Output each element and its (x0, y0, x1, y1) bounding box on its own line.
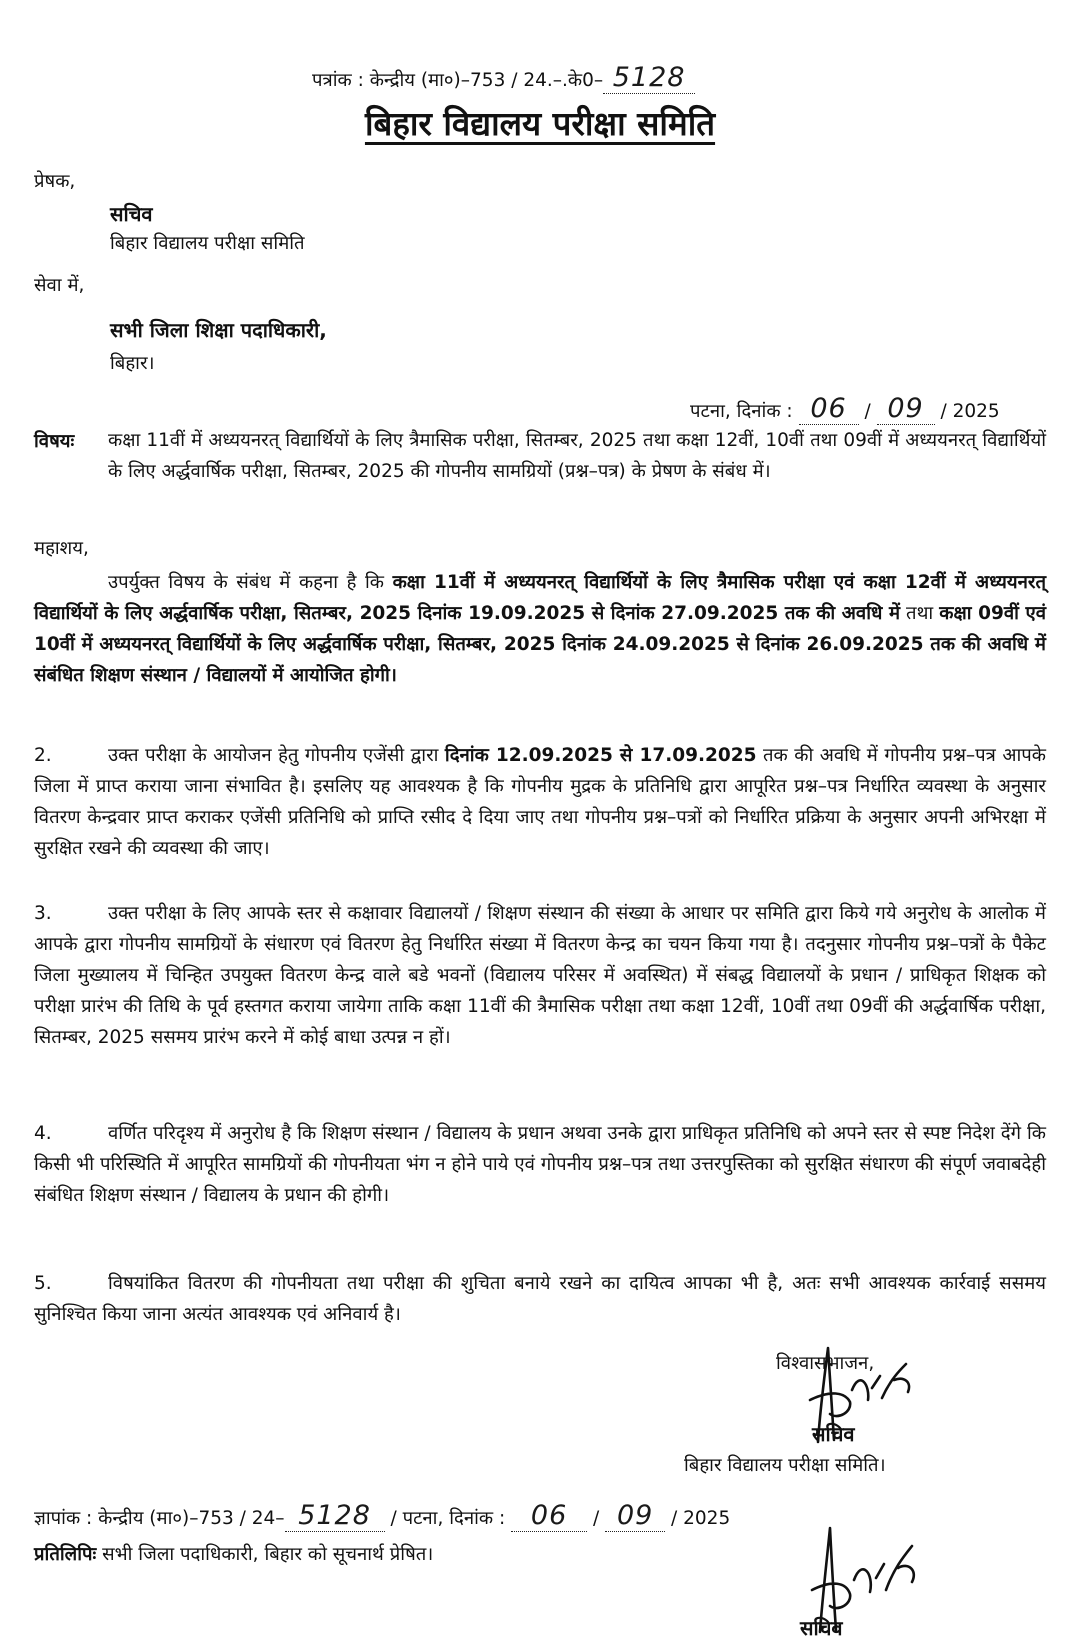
date-day: 06 (799, 393, 859, 425)
sender-label: प्रेषक, (34, 171, 76, 192)
para1-text-2: तथा (900, 603, 940, 624)
memo-number-handwritten: 5128 (285, 1500, 385, 1532)
memo-month: 09 (605, 1500, 665, 1532)
date-separator: / (864, 401, 871, 422)
memo-year: / 2025 (671, 1508, 731, 1529)
memo-prefix: ज्ञापांक : केन्द्रीय (मा०)–753 / 24– (34, 1508, 285, 1529)
para5-text: विषयांकित वितरण की गोपनीयता तथा परीक्षा की शुचिता बनाये रखने का दायित्व आपका भी है, अतः सभी आवश्यक कार्रवाई ससमय सुनिश्चित किया जाना अत्यंत आवश्यक एवं अनिवार्य है। (34, 1273, 1046, 1325)
salutation: महाशय, (34, 538, 89, 559)
copy-label: प्रतिलिपिः (34, 1544, 97, 1565)
para1-text-1: उपर्युक्त विषय के संबंध में कहना है कि (108, 572, 393, 593)
memo-day: 06 (511, 1500, 587, 1532)
para2-bold-dates: दिनांक 12.09.2025 से 17.09.2025 (444, 745, 757, 766)
recipient-label: सेवा में, (34, 275, 85, 296)
para1-bold-2: कक्षा 09वीं एवं 10वीं में अध्ययनरत् विद्यार्थियों के लिए अर्द्धवार्षिक परीक्षा, सितम्बर, 2025 दिनांक 24.09.2025 से दिनांक 26.09.2025 तक की अवधि में संबंधित शिक्षण संस्थान / विद्यालयों में आयोजित होगी। (34, 603, 1046, 686)
copy-line (34, 1541, 433, 1566)
para2-number: 2. (34, 745, 52, 766)
paragraph-2 (34, 740, 1046, 864)
memo-separator: / (593, 1508, 600, 1529)
footer-designation: सचिव (800, 1616, 843, 1640)
closing-designation: सचिव (812, 1422, 855, 1446)
para3-number: 3. (34, 903, 52, 924)
subject-label: विषयः (34, 431, 75, 452)
para3-text: उक्त परीक्षा के लिए आपके स्तर से कक्षावार विद्यालयों / शिक्षण संस्थान की संख्या के आधार पर समिति द्वारा किये गये अनुरोध के आलोक में आपके द्वारा गोपनीय सामग्रियों के संधारण एवं वितरण हेतु निर्धारित संख्या में वितरण केन्द्र का चयन किया गया है। तदनुसार गोपनीय प्रश्न–पत्रों के पैकेट जिला मुख्यालय में चिन्हित उपयुक्त वितरण केन्द्र वाले बडे भवनों (विद्यालय परिसर में अवस्थित) में संबद्ध विद्यालयों के प्रधान / प्राधिकृत शिक्षक को परीक्षा प्रारंभ की तिथि के पूर्व हस्तगत कराया जायेगा ताकि कक्षा 11वीं की त्रैमासिक परीक्षा तथा कक्षा 12वीं, 10वीं तथा 09वीं की अर्द्धवार्षिक परीक्षा, सितम्बर, 2025 ससमय प्रारंभ करने में कोई बाधा उत्पन्न न हों। (34, 903, 1046, 1048)
memo-middle: / पटना, दिनांक : (390, 1508, 506, 1529)
reference-line (312, 62, 695, 94)
closing-faithfully: विश्वासभाजन, (776, 1353, 875, 1374)
para1-bold-1: कक्षा 11वीं में अध्ययनरत् विद्यार्थियों के लिए त्रैमासिक परीक्षा एवं कक्षा 12वीं में अध्ययनरत् विद्यार्थियों के लिए अर्द्धवार्षिक परीक्षा, सितम्बर, 2025 दिनांक 19.09.2025 से दिनांक 27.09.2025 तक की अवधि में (34, 572, 1046, 624)
date-month: 09 (877, 393, 935, 425)
paragraph-3 (34, 898, 1046, 1053)
closing-org: बिहार विद्यालय परीक्षा समिति। (684, 1455, 886, 1476)
paragraph-1 (34, 567, 1046, 691)
memo-line (34, 1500, 730, 1532)
subject-text: कक्षा 11वीं में अध्ययनरत् विद्यार्थियों के लिए त्रैमासिक परीक्षा, सितम्बर, 2025 तथा कक्षा 12वीं, 10वीं तथा 09वीं में अध्ययनरत् विद्यार्थियों के लिए अर्द्धवार्षिक परीक्षा, सितम्बर, 2025 की गोपनीय सामग्रियों (प्रश्न–पत्र) के प्रेषण के संबंध में। (108, 430, 1046, 482)
date-prefix: पटना, दिनांक : (690, 401, 793, 422)
paragraph-5 (34, 1268, 1046, 1330)
sender-org: बिहार विद्यालय परीक्षा समिति (110, 233, 305, 254)
paragraph-4 (34, 1118, 1046, 1211)
reference-prefix: पत्रांक : केन्द्रीय (मा०)–753 / 24.–.के0– (312, 70, 604, 91)
copy-text: सभी जिला पदाधिकारी, बिहार को सूचनार्थ प्रेषित। (96, 1544, 434, 1565)
recipient-name: सभी जिला शिक्षा पदाधिकारी, (110, 318, 327, 342)
para4-text: वर्णित परिदृश्य में अनुरोध है कि शिक्षण संस्थान / विद्यालय के प्रधान अथवा उनके द्वारा प्राधिकृत प्रतिनिधि को अपने स्तर से स्पष्ट निदेश देंगे कि किसी भी परिस्थिति में आपूरित सामग्रियों की गोपनीयता भंग न होने पाये एवं गोपनीय प्रश्न–पत्र तथा उत्तरपुस्तिका को सुरक्षित संधारण की संपूर्ण जवाबदेही संबंधित शिक्षण संस्थान / विद्यालय के प्रधान की होगी। (34, 1123, 1046, 1206)
recipient-place: बिहार। (110, 353, 155, 374)
para2-text-2: तक की अवधि में गोपनीय प्रश्न–पत्र आपके जिला में प्राप्त कराया जाना संभावित है। इसलिए यह आवश्यक है कि गोपनीय मुद्रक के प्रतिनिधि द्वारा आपूरित प्रश्न–पत्र निर्धारित व्यवस्था के अनुसार वितरण केन्द्रवार प्राप्त कराकर एजेंसी प्रतिनिधि को प्राप्ति रसीद दे दिया जाए तथा गोपनीय प्रश्न–पत्रों को निर्धारित प्रक्रिया के अनुसार अपनी अभिरक्षा में सुरक्षित रखने की व्यवस्था की जाए। (34, 745, 1046, 859)
date-line (690, 393, 1000, 425)
sender-name: सचिव (110, 202, 153, 226)
page-title: बिहार विद्यालय परीक्षा समिति (364, 104, 716, 143)
reference-number-handwritten: 5128 (603, 62, 695, 94)
date-year: / 2025 (940, 401, 1000, 422)
para5-number: 5. (34, 1273, 52, 1294)
para2-text-1: उक्त परीक्षा के आयोजन हेतु गोपनीय एजेंसी द्वारा (108, 745, 445, 766)
para4-number: 4. (34, 1123, 52, 1144)
